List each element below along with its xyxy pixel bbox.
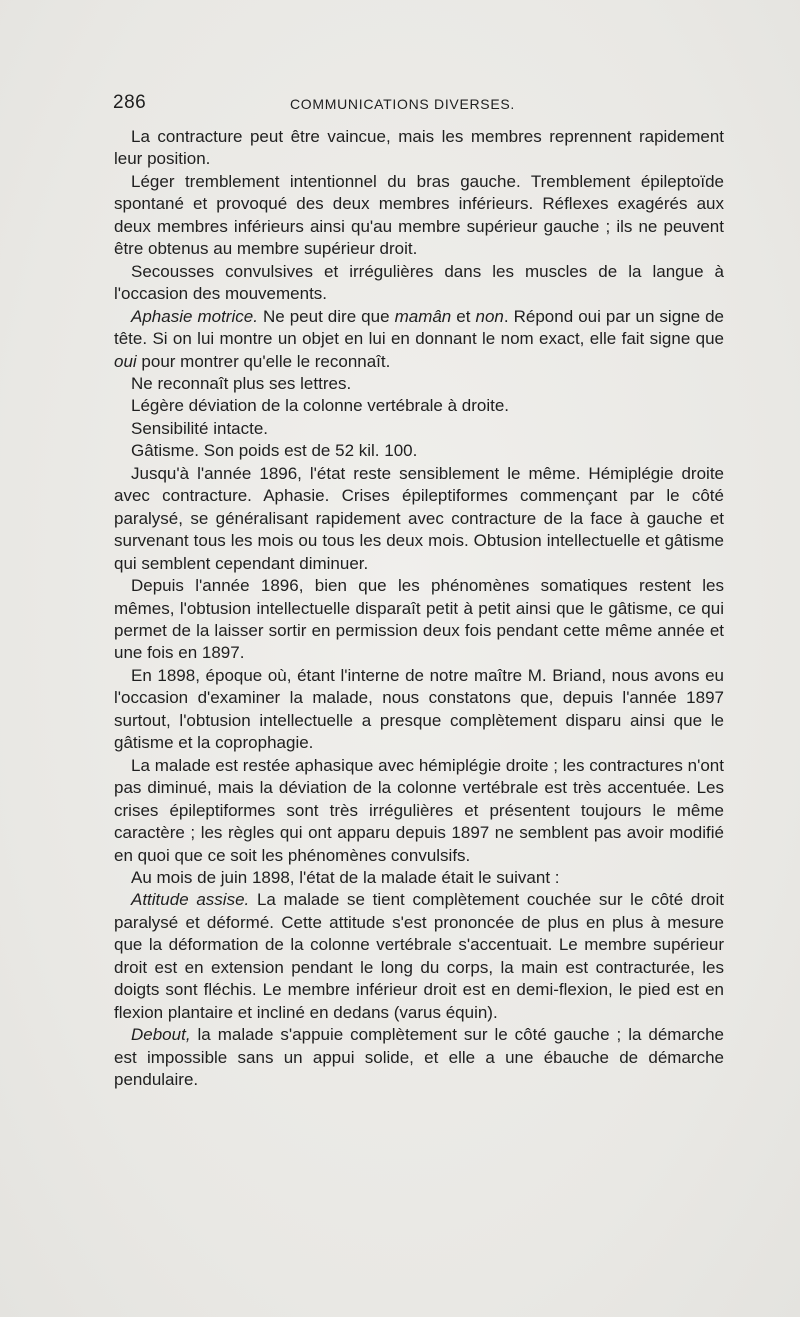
paragraph: Gâtisme. Son poids est de 52 kil. 100. xyxy=(131,441,418,461)
paragraph-text: . Répond oui par un signe de tête. Si on lui montre un objet en lui en donnant le nom exact, elle fait signe que xyxy=(114,306,725,349)
paragraph xyxy=(114,306,724,373)
paragraph: Depuis l'année 1896, bien que les phénomènes somatiques restent les mêmes, l'obtusion intellectuelle disparaît petit à petit ainsi que le gâtisme, ce qui permet de la laisser sortir en permission deux fois pendant cette même année et une fois en 1897. xyxy=(114,576,724,663)
body-text xyxy=(114,126,724,1091)
quoted-word: mamân xyxy=(394,306,452,326)
paragraph: Secousses convulsives et irrégulières dans les muscles de la langue à l'occasion des mouvements. xyxy=(114,261,724,304)
paragraph: Ne reconnaît plus ses lettres. xyxy=(131,373,352,393)
paragraph xyxy=(114,1024,724,1091)
paragraph: La contracture peut être vaincue, mais les membres reprennent rapidement leur position. xyxy=(114,127,724,169)
paragraph-lead: Attitude assise. xyxy=(131,890,250,910)
page-header xyxy=(113,92,725,116)
paragraph: Léger tremblement intentionnel du bras gauche. Tremblement épileptoïde spontané et provoqué des deux membres inférieurs. Réflexes exagérés aux deux membres inférieurs ainsi qu'au membre supérieur gauche ; ils ne peuvent être obtenus au membre supérieur droit. xyxy=(114,171,724,259)
paragraph: La malade est restée aphasique avec hémiplégie droite ; les contractures n'ont pas diminué, mais la déviation de la colonne vertébrale est très accentuée. Les crises épileptiformes sont très irrégulières et présentent toujours le même caractère ; les règles qui ont apparu depuis 1897 ne semblent pas avoir modifié en quoi que ce soit les phénomènes convulsifs. xyxy=(114,755,724,865)
paragraph: Jusqu'à l'année 1896, l'état reste sensiblement le même. Hémiplégie droite avec contracture. Aphasie. Crises épileptiformes commençant par le côté paralysé, se généralisant rapidement avec contracture de la face à gauche et survenant tous les mois ou tous les deux mois. Obtusion intellectuelle et gâtisme qui semblent cependant diminuer. xyxy=(114,463,724,573)
quoted-word: non xyxy=(475,306,504,326)
paragraph: Sensibilité intacte. xyxy=(131,418,269,438)
paragraph-text: Ne peut dire que xyxy=(257,306,395,326)
paragraph xyxy=(114,889,724,1024)
paragraph-text: pour montrer qu'elle le reconnaît. xyxy=(136,351,391,371)
paragraph-lead: Aphasie motrice. xyxy=(131,306,258,326)
page-number: 286 xyxy=(113,92,147,113)
paragraph-lead: Debout, xyxy=(131,1025,191,1045)
quoted-word: oui xyxy=(114,351,137,371)
running-title: COMMUNICATIONS DIVERSES. xyxy=(290,96,516,112)
paragraph: Au mois de juin 1898, l'état de la malade était le suivant : xyxy=(131,867,560,887)
paragraph-text: La malade se tient complètement couchée sur le côté droit paralysé et déformé. Cette attitude s'est prononcée de plus en plus à mesure que la déformation de la colonne vertébrale s'accentuait. Le membre supérieur droit est en extension pendant le long du corps, la main est contracturée, les doigts sont fléchis. Le membre inférieur droit est en demi-flexion, le pied est en flexion plantaire et incliné en dedans (varus équin). xyxy=(114,890,724,1022)
paragraph: Légère déviation de la colonne vertébrale à droite. xyxy=(131,396,510,416)
paragraph: En 1898, époque où, étant l'interne de notre maître M. Briand, nous avons eu l'occasion d'examiner la malade, nous constatons que, depuis l'année 1897 surtout, l'obtusion intellectuelle a presque complètement disparu ainsi que le gâtisme et la coprophagie. xyxy=(114,665,724,753)
paragraph-text: et xyxy=(451,306,476,326)
paragraph-text: la malade s'appuie complètement sur le côté gauche ; la démarche est impossible sans un appui solide, et elle a une ébauche de démarche pendulaire. xyxy=(114,1025,724,1090)
